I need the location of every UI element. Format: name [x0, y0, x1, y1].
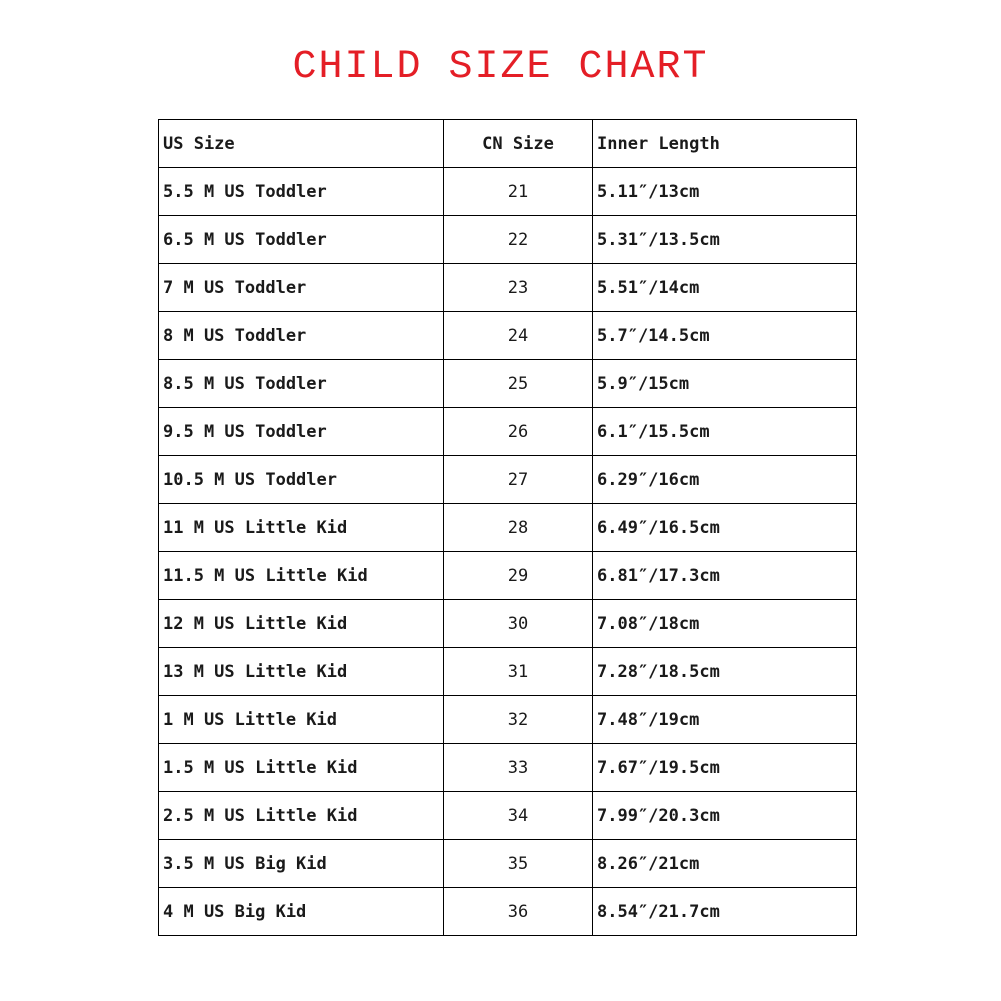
table-row [159, 552, 857, 600]
table-row [159, 216, 857, 264]
cell-inner-length: 7.67″/19.5cm [593, 744, 857, 792]
cell-us-size: 2.5 M US Little Kid [159, 792, 444, 840]
table-row [159, 744, 857, 792]
table-row [159, 600, 857, 648]
cell-cn-size: 23 [444, 264, 593, 312]
cell-inner-length: 7.48″/19cm [593, 696, 857, 744]
cell-cn-size: 28 [444, 504, 593, 552]
cell-us-size: 8 M US Toddler [159, 312, 444, 360]
cell-inner-length: 7.99″/20.3cm [593, 792, 857, 840]
cell-us-size: 7 M US Toddler [159, 264, 444, 312]
cell-inner-length: 7.08″/18cm [593, 600, 857, 648]
cell-us-size: 11 M US Little Kid [159, 504, 444, 552]
header-us-size: US Size [159, 120, 444, 168]
cell-cn-size: 35 [444, 840, 593, 888]
cell-cn-size: 24 [444, 312, 593, 360]
cell-inner-length: 5.51″/14cm [593, 264, 857, 312]
cell-inner-length: 5.7″/14.5cm [593, 312, 857, 360]
table-row [159, 840, 857, 888]
table-row [159, 792, 857, 840]
table-row [159, 264, 857, 312]
table-header-row [159, 120, 857, 168]
cell-us-size: 4 M US Big Kid [159, 888, 444, 936]
table-row [159, 408, 857, 456]
cell-cn-size: 30 [444, 600, 593, 648]
table-row [159, 456, 857, 504]
cell-cn-size: 31 [444, 648, 593, 696]
cell-inner-length: 6.49″/16.5cm [593, 504, 857, 552]
cell-us-size: 13 M US Little Kid [159, 648, 444, 696]
table-row [159, 504, 857, 552]
cell-us-size: 8.5 M US Toddler [159, 360, 444, 408]
cell-inner-length: 8.26″/21cm [593, 840, 857, 888]
cell-cn-size: 32 [444, 696, 593, 744]
cell-inner-length: 6.81″/17.3cm [593, 552, 857, 600]
cell-inner-length: 8.54″/21.7cm [593, 888, 857, 936]
table-row [159, 888, 857, 936]
table-body [159, 168, 857, 936]
cell-inner-length: 5.11″/13cm [593, 168, 857, 216]
header-inner-length: Inner Length [593, 120, 857, 168]
cell-cn-size: 22 [444, 216, 593, 264]
cell-inner-length: 7.28″/18.5cm [593, 648, 857, 696]
cell-us-size: 1 M US Little Kid [159, 696, 444, 744]
table-row [159, 648, 857, 696]
cell-us-size: 5.5 M US Toddler [159, 168, 444, 216]
header-cn-size: CN Size [444, 120, 593, 168]
cell-inner-length: 6.1″/15.5cm [593, 408, 857, 456]
cell-cn-size: 25 [444, 360, 593, 408]
cell-us-size: 3.5 M US Big Kid [159, 840, 444, 888]
size-chart-table [158, 119, 857, 936]
cell-cn-size: 29 [444, 552, 593, 600]
table-row [159, 168, 857, 216]
cell-inner-length: 5.31″/13.5cm [593, 216, 857, 264]
cell-us-size: 6.5 M US Toddler [159, 216, 444, 264]
cell-cn-size: 26 [444, 408, 593, 456]
cell-cn-size: 33 [444, 744, 593, 792]
page-title: CHILD SIZE CHART [292, 45, 709, 90]
cell-us-size: 12 M US Little Kid [159, 600, 444, 648]
cell-cn-size: 21 [444, 168, 593, 216]
cell-inner-length: 5.9″/15cm [593, 360, 857, 408]
cell-cn-size: 27 [444, 456, 593, 504]
cell-us-size: 10.5 M US Toddler [159, 456, 444, 504]
cell-us-size: 11.5 M US Little Kid [159, 552, 444, 600]
cell-inner-length: 6.29″/16cm [593, 456, 857, 504]
table-row [159, 312, 857, 360]
cell-cn-size: 36 [444, 888, 593, 936]
cell-cn-size: 34 [444, 792, 593, 840]
table-row [159, 360, 857, 408]
cell-us-size: 9.5 M US Toddler [159, 408, 444, 456]
cell-us-size: 1.5 M US Little Kid [159, 744, 444, 792]
table-row [159, 696, 857, 744]
